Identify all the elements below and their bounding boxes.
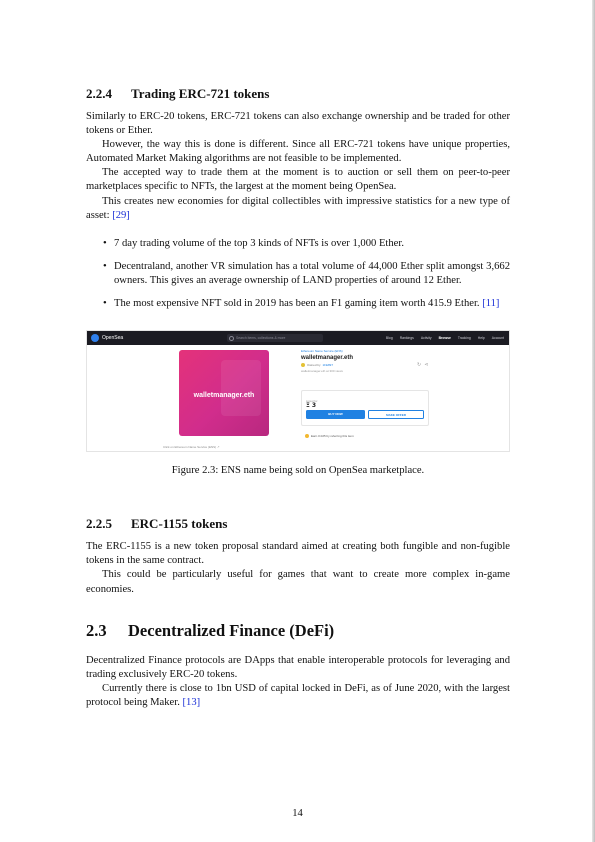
nav-item: Help xyxy=(477,336,485,341)
item-title: walletmanager.eth xyxy=(301,355,354,362)
share-icons xyxy=(417,358,428,372)
nav-item: Blog xyxy=(385,336,393,341)
opensea-nav xyxy=(386,334,504,342)
paragraph: This could be particularly useful for games that want to create more complex in-game economies. xyxy=(86,569,510,595)
section-heading-2-2-5 xyxy=(86,516,510,532)
paragraph: However, the way this is done is different. Since all ERC-721 tokens have unique properties, Automated Market Making algorithms are not feasible to be implemented. xyxy=(86,139,510,165)
search-icon xyxy=(229,336,234,341)
paragraph xyxy=(86,195,510,223)
nav-item: Rankings xyxy=(399,336,414,341)
section-title: Trading ERC-721 tokens xyxy=(131,86,270,101)
nft-label: walletmanager.eth xyxy=(193,392,255,400)
nav-item: Activity xyxy=(420,336,432,341)
make-offer-button: MAKE OFFER xyxy=(368,410,424,419)
price-label: Listed for xyxy=(306,399,318,404)
opensea-screenshot xyxy=(86,330,510,452)
section-heading-2-2-4 xyxy=(86,86,510,102)
nav-item: Tracking xyxy=(457,336,471,341)
price-box xyxy=(301,390,429,426)
bullet-list xyxy=(86,237,510,311)
earn-row: Earn 0.025 by referring this item xyxy=(305,429,354,443)
paragraph xyxy=(86,682,510,710)
owner-avatar xyxy=(301,363,305,367)
citation-link[interactable]: [29] xyxy=(112,209,130,221)
section-number: 2.2.4 xyxy=(86,86,112,101)
nav-item: Account xyxy=(491,336,504,341)
item-details xyxy=(301,349,429,374)
buy-now-button: BUY NOW xyxy=(306,410,365,419)
list-item: • 7 day trading volume of the top 3 kinds of NFTs is over 1,000 Ether. xyxy=(86,237,510,251)
list-item: • Decentraland, another VR simulation has a total volume of 44,000 Ether split amongst 3,662 owners. This gives an average ownership of LAND properties of around 12 Ether. xyxy=(86,260,510,288)
opensea-logo-icon xyxy=(91,334,99,342)
citation-link[interactable]: [11] xyxy=(482,298,500,310)
nav-item-active: Browse xyxy=(438,336,451,341)
section-title: ERC-1155 tokens xyxy=(131,516,228,532)
section-heading-2-3 xyxy=(86,621,510,641)
figure-2-3 xyxy=(86,330,510,478)
paragraph: Decentralized Finance protocols are DApps that enable interoperable protocols for leveraging and trading exclusively ERC-20 tokens. xyxy=(86,654,510,680)
list-item: • The most expensive NFT sold in 2019 has been an F1 gaming item worth 415.9 Ether. [11] xyxy=(86,297,510,311)
section-title: Decentralized Finance (DeFi) xyxy=(128,620,335,640)
section-number: 2.3 xyxy=(86,620,107,640)
figure-caption: Figure 2.3: ENS name being sold on OpenSea marketplace. xyxy=(171,465,425,477)
paragraph-text: This creates new economies for digital collectibles with impressive statistics for a new type of asset: xyxy=(86,195,510,221)
citation-link[interactable]: [13] xyxy=(182,696,201,708)
share-icon: ⋖ xyxy=(424,362,429,369)
page-content xyxy=(86,86,510,710)
owner-handle: 1FE897 xyxy=(322,363,334,368)
opensea-brand: OpenSea xyxy=(102,335,124,342)
coin-icon xyxy=(305,434,309,438)
page-number: 14 xyxy=(292,808,303,819)
owner-row: Owned by 1FE897 xyxy=(301,362,426,368)
views-text: walletmanager.eth at 300 views xyxy=(301,369,343,374)
search-input: Search items, collections & more xyxy=(227,334,323,342)
paragraph: The ERC-1155 is a new token proposal standard aimed at creating both fungible and non-fugible tokens in the same contract. xyxy=(86,541,510,567)
nft-image xyxy=(179,350,269,436)
paragraph: The accepted way to trade them at the moment is to auction or sell them on peer-to-peer marketplaces specific to NFTs, the largest at the moment being OpenSea. xyxy=(86,167,510,193)
paragraph: Similarly to ERC-20 tokens, ERC-721 tokens can also exchange ownership and be traded for other tokens or Ether. xyxy=(86,111,510,137)
collection-name: Ethereum Name Service (ENS) xyxy=(301,349,343,354)
nft-decoration xyxy=(221,360,261,416)
nft-caption: Click on Ethereum Name Service (ENS) ↗ xyxy=(163,445,220,450)
section-number: 2.2.5 xyxy=(86,516,112,532)
price-value: Ξ 3 xyxy=(306,402,317,410)
refresh-icon: ↻ xyxy=(417,362,422,369)
opensea-topbar xyxy=(87,331,509,345)
paragraph-text: Currently there is close to 1bn USD of capital locked in DeFi, as of June 2020, with the largest protocol being Maker. xyxy=(86,682,510,708)
